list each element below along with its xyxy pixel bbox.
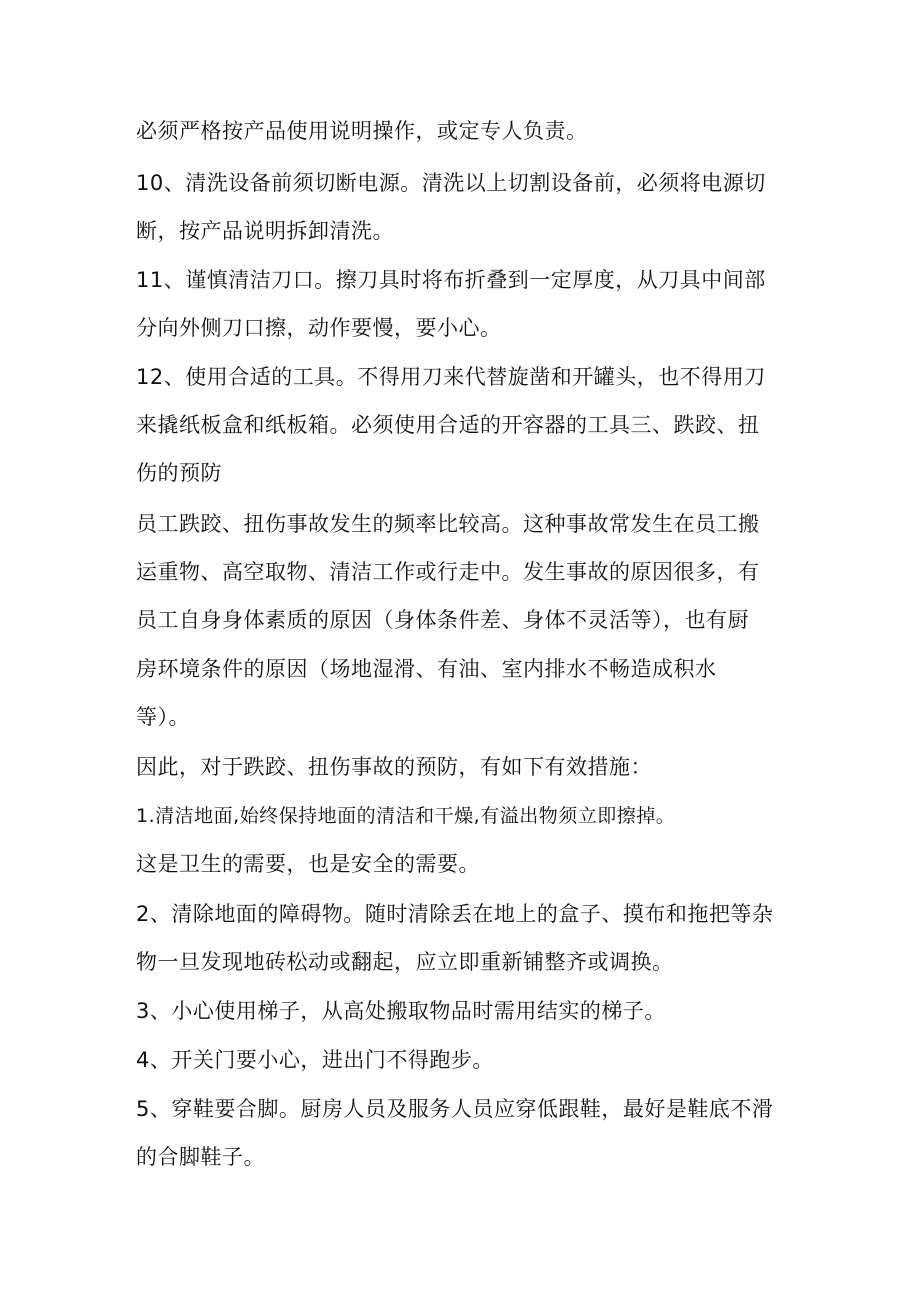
text-line: 分向外侧刀口擦，动作要慢，要小心。 [136,316,502,340]
text-line: 运重物、高空取物、清洁工作或行走中。发生事故的原因很多，有 [136,560,760,584]
text-line: 10、清洗设备前须切断电源。清洗以上切割设备前，必须将电源切 [136,171,766,195]
text-line: 3、小心使用梯子，从高处搬取物品时需用结实的梯子。 [136,999,666,1023]
text-line: 伤的预防 [136,461,222,485]
text-line: 的合脚鞋子。 [136,1145,265,1169]
text-line: 12、使用合适的工具。不得用刀来代替旋凿和开罐头，也不得用刀 [136,365,766,389]
text-line: 2、清除地面的障碍物。随时清除丢在地上的盒子、摸布和拖把等杂 [136,902,774,926]
text-line: 物一旦发现地砖松动或翻起，应立即重新铺整齐或调换。 [136,950,674,974]
text-line: 必须严格按产品使用说明操作，或定专人负责。 [136,119,588,143]
text-line: 员工跌跤、扭伤事故发生的频率比较高。这种事故常发生在员工搬 [136,512,760,536]
text-line: 等）。 [136,705,190,729]
text-line: 断，按产品说明拆卸清洗。 [136,219,394,243]
text-line: 这是卫生的需要，也是安全的需要。 [136,852,480,876]
text-line: 来撬纸板盒和纸板箱。必须使用合适的开容器的工具三、跌跤、扭 [136,413,760,437]
text-line: 员工自身身体素质的原因（身体条件差、身体不灵活等），也有厨 [136,608,749,632]
text-line: 因此，对于跌跤、扭伤事故的预防，有如下有效措施： [136,755,652,779]
text-line: 11、谨慎清洁刀口。擦刀具时将布折叠到一定厚度，从刀具中间部 [136,268,766,292]
text-line: 5、穿鞋要合脚。厨房人员及服务人员应穿低跟鞋，最好是鞋底不滑 [136,1097,774,1121]
text-line: 1.清洁地面,始终保持地面的清洁和干燥,有溢出物须立即擦掉。 [136,805,676,827]
text-line: 4、开关门要小心，进出门不得跑步。 [136,1048,494,1072]
text-line: 房环境条件的原因（场地湿滑、有油、室内排水不畅造成积水 [136,657,717,681]
